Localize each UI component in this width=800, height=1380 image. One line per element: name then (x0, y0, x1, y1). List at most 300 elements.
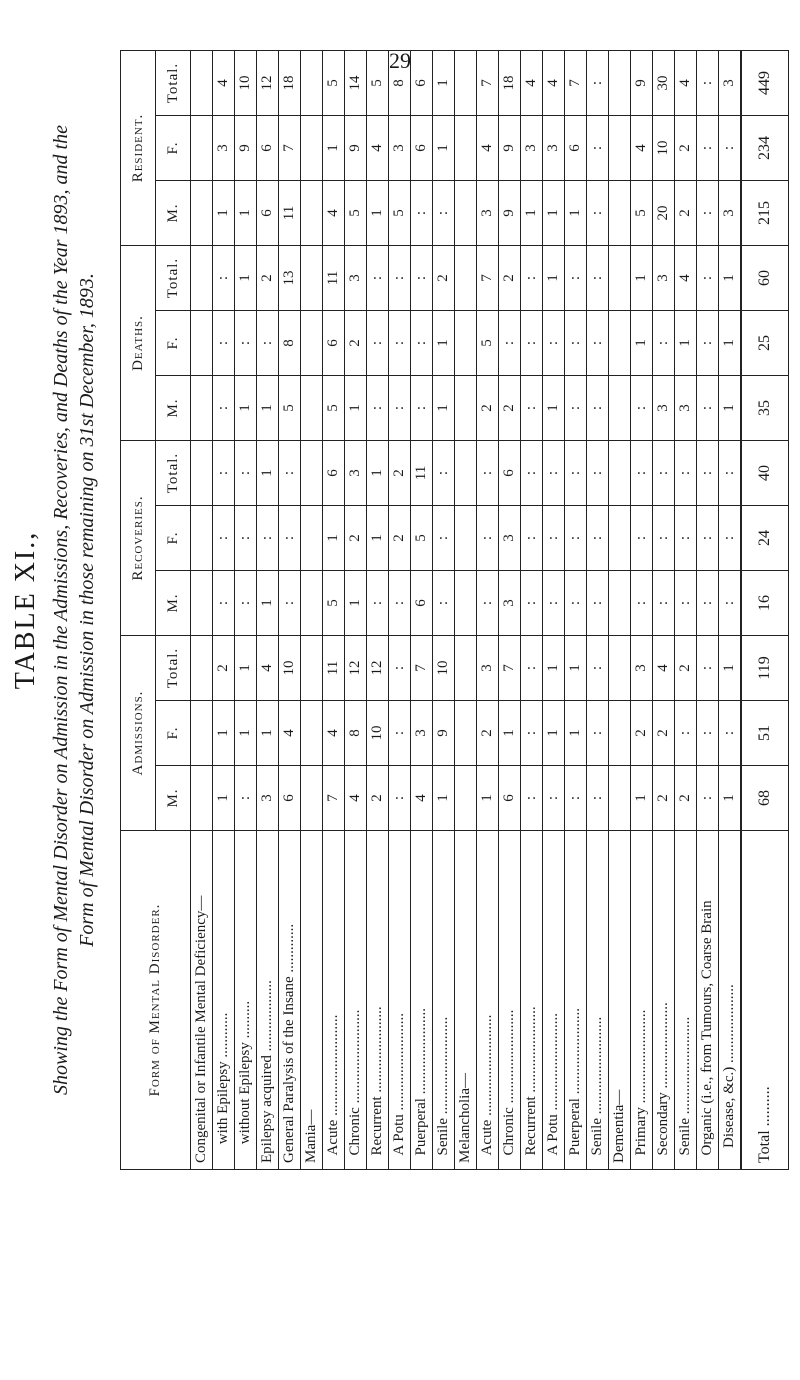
value-cell: 9 (345, 116, 367, 181)
value-cell: : (697, 441, 719, 506)
value-cell (455, 246, 477, 311)
disorder-label: A Potu .......................... (389, 831, 411, 1170)
total-value-cell: 35 (741, 376, 789, 441)
value-cell (301, 181, 323, 246)
value-cell: 10 (367, 701, 389, 766)
table-row (323, 51, 345, 1170)
total-row (741, 51, 789, 1170)
value-cell: 30 (653, 51, 675, 116)
value-cell: 1 (719, 311, 742, 376)
value-cell: 6 (565, 116, 587, 181)
value-cell: : (279, 441, 301, 506)
table-row (675, 51, 697, 1170)
value-cell: 2 (213, 636, 235, 701)
value-cell: 5 (411, 506, 433, 571)
value-cell: 2 (433, 246, 455, 311)
value-cell: 12 (345, 636, 367, 701)
value-cell (455, 636, 477, 701)
value-cell: 5 (323, 376, 345, 441)
header-group-row (121, 51, 156, 1170)
value-cell: 4 (279, 701, 301, 766)
subheader-cell: Total. (156, 51, 191, 116)
value-cell: : (543, 441, 565, 506)
disorder-label: Chronic ......................... (499, 831, 521, 1170)
value-cell (455, 311, 477, 376)
value-cell: 1 (631, 766, 653, 831)
value-cell: 1 (235, 636, 257, 701)
value-cell: 5 (323, 571, 345, 636)
value-cell: 1 (675, 311, 697, 376)
value-cell (191, 246, 213, 311)
value-cell: : (697, 311, 719, 376)
page-number: 29 (389, 48, 411, 73)
value-cell (455, 116, 477, 181)
value-cell (609, 116, 631, 181)
value-cell: : (697, 636, 719, 701)
recoveries-header: Recoveries. (121, 441, 156, 636)
value-cell: 1 (213, 766, 235, 831)
value-cell: 2 (477, 701, 499, 766)
disorder-label: Recurrent ....................... (367, 831, 389, 1170)
disorder-label: with Epilepsy ............ (213, 831, 235, 1170)
value-cell: 1 (543, 701, 565, 766)
total-value-cell: 51 (741, 701, 789, 766)
disorder-label: Senile .......................... (587, 831, 609, 1170)
value-cell (301, 441, 323, 506)
value-cell: : (279, 506, 301, 571)
value-cell: 3 (719, 181, 742, 246)
value-cell: 3 (653, 246, 675, 311)
value-cell: : (719, 441, 742, 506)
value-cell: : (565, 506, 587, 571)
value-cell: : (235, 571, 257, 636)
value-cell: 6 (279, 766, 301, 831)
value-cell: : (587, 116, 609, 181)
value-cell: 18 (279, 51, 301, 116)
table-row (213, 51, 235, 1170)
value-cell (455, 51, 477, 116)
total-value-cell: 40 (741, 441, 789, 506)
value-cell: 3 (257, 766, 279, 831)
value-cell: 3 (389, 116, 411, 181)
value-cell: 10 (279, 636, 301, 701)
value-cell: : (235, 441, 257, 506)
value-cell: : (653, 311, 675, 376)
value-cell: 3 (521, 116, 543, 181)
value-cell: 1 (719, 376, 742, 441)
value-cell (301, 571, 323, 636)
value-cell: 2 (675, 116, 697, 181)
value-cell: 4 (323, 701, 345, 766)
value-cell: : (235, 766, 257, 831)
value-cell: 2 (477, 376, 499, 441)
value-cell: : (543, 766, 565, 831)
value-cell: 9 (499, 116, 521, 181)
disorder-label: Dementia— (609, 831, 631, 1170)
value-cell: 4 (543, 51, 565, 116)
value-cell: : (587, 636, 609, 701)
value-cell: : (213, 246, 235, 311)
value-cell: 1 (257, 571, 279, 636)
value-cell: : (587, 376, 609, 441)
value-cell (609, 181, 631, 246)
disorder-label: Puerperal ....................... (411, 831, 433, 1170)
table-row (191, 51, 213, 1170)
value-cell (609, 571, 631, 636)
value-cell: 10 (653, 116, 675, 181)
value-cell: 1 (719, 766, 742, 831)
value-cell: : (631, 441, 653, 506)
value-cell: 4 (345, 766, 367, 831)
value-cell: 11 (323, 636, 345, 701)
value-cell: 5 (477, 311, 499, 376)
subheader-cell: Total. (156, 246, 191, 311)
value-cell: : (213, 571, 235, 636)
value-cell: 12 (257, 51, 279, 116)
value-cell: : (521, 701, 543, 766)
value-cell (301, 376, 323, 441)
value-cell: 11 (279, 181, 301, 246)
table-row (653, 51, 675, 1170)
value-cell: 6 (411, 116, 433, 181)
value-cell: 4 (521, 51, 543, 116)
table-row (609, 51, 631, 1170)
value-cell: : (565, 766, 587, 831)
value-cell: 1 (565, 701, 587, 766)
value-cell: 4 (675, 51, 697, 116)
table-row (477, 51, 499, 1170)
value-cell: 8 (389, 51, 411, 116)
value-cell: 8 (345, 701, 367, 766)
disorder-label: Acute ........................... (323, 831, 345, 1170)
value-cell (455, 701, 477, 766)
value-cell (191, 181, 213, 246)
table-row (411, 51, 433, 1170)
disorder-label: Acute ........................... (477, 831, 499, 1170)
disorder-label: Disease, &c.) ..................... (719, 831, 742, 1170)
value-cell (191, 701, 213, 766)
total-value-cell: 234 (741, 116, 789, 181)
value-cell: 1 (323, 506, 345, 571)
value-cell: 3 (675, 376, 697, 441)
value-cell: 9 (235, 116, 257, 181)
value-cell: 2 (675, 636, 697, 701)
value-cell: 3 (477, 181, 499, 246)
table-row (433, 51, 455, 1170)
value-cell: 1 (323, 116, 345, 181)
value-cell: : (389, 246, 411, 311)
total-value-cell: 60 (741, 246, 789, 311)
value-cell: 13 (279, 246, 301, 311)
value-cell: : (543, 311, 565, 376)
value-cell: 1 (631, 246, 653, 311)
value-cell: 1 (345, 376, 367, 441)
value-cell: : (587, 51, 609, 116)
value-cell: 3 (499, 506, 521, 571)
value-cell (301, 701, 323, 766)
value-cell: : (587, 506, 609, 571)
value-cell: : (675, 571, 697, 636)
disorder-label: Melancholia— (455, 831, 477, 1170)
form-column-header: Form of Mental Disorder. (121, 831, 191, 1170)
value-cell: 6 (323, 441, 345, 506)
disorder-label: Chronic ......................... (345, 831, 367, 1170)
value-cell (609, 506, 631, 571)
total-value-cell: 449 (741, 51, 789, 116)
value-cell: 1 (213, 701, 235, 766)
table-row (455, 51, 477, 1170)
disorder-label: A Potu .......................... (543, 831, 565, 1170)
value-cell: : (367, 311, 389, 376)
value-cell: 1 (367, 181, 389, 246)
value-cell: 7 (499, 636, 521, 701)
value-cell (301, 636, 323, 701)
table-row (301, 51, 323, 1170)
disorder-label: Recurrent ....................... (521, 831, 543, 1170)
value-cell: 1 (565, 636, 587, 701)
table-row (565, 51, 587, 1170)
value-cell: 1 (433, 116, 455, 181)
value-cell (191, 51, 213, 116)
value-cell: : (521, 766, 543, 831)
table-title-line-2: Form of Mental Disorder on Admission in those remaining on 31st December, 1893. (76, 273, 98, 947)
value-cell: 6 (323, 311, 345, 376)
value-cell (455, 506, 477, 571)
value-cell: : (235, 506, 257, 571)
total-value-cell: 215 (741, 181, 789, 246)
value-cell: : (697, 701, 719, 766)
table-row (719, 51, 742, 1170)
table-row (543, 51, 565, 1170)
table-row (235, 51, 257, 1170)
subheader-cell: F. (156, 506, 191, 571)
value-cell: : (565, 376, 587, 441)
value-cell: 9 (433, 701, 455, 766)
value-cell: 1 (719, 246, 742, 311)
value-cell: 1 (257, 701, 279, 766)
value-cell: 1 (433, 311, 455, 376)
value-cell: 5 (345, 181, 367, 246)
value-cell: 3 (411, 701, 433, 766)
value-cell: : (587, 701, 609, 766)
value-cell: 2 (389, 441, 411, 506)
value-cell: : (653, 571, 675, 636)
value-cell: : (411, 311, 433, 376)
subheader-cell: F. (156, 311, 191, 376)
value-cell: 4 (631, 116, 653, 181)
value-cell: 2 (653, 701, 675, 766)
disorder-label: Congenital or Infantile Mental Deficiency— (191, 831, 213, 1170)
value-cell: : (697, 181, 719, 246)
value-cell: : (631, 376, 653, 441)
value-cell: 4 (367, 116, 389, 181)
value-cell: 10 (433, 636, 455, 701)
value-cell: 6 (257, 181, 279, 246)
value-cell: : (213, 376, 235, 441)
disorder-label: General Paralysis of the Insane ............. (279, 831, 301, 1170)
value-cell: 1 (543, 181, 565, 246)
value-cell: : (565, 246, 587, 311)
value-cell: : (213, 311, 235, 376)
value-cell: 4 (675, 246, 697, 311)
value-cell: 3 (631, 636, 653, 701)
value-cell: : (367, 246, 389, 311)
value-cell: 2 (389, 506, 411, 571)
value-cell: : (719, 116, 742, 181)
value-cell: 4 (213, 51, 235, 116)
disorder-label: Senile .......................... (433, 831, 455, 1170)
value-cell: 7 (565, 51, 587, 116)
value-cell: : (631, 506, 653, 571)
value-cell: 4 (323, 181, 345, 246)
value-cell: : (587, 181, 609, 246)
value-cell: : (521, 376, 543, 441)
total-value-cell: 16 (741, 571, 789, 636)
value-cell (301, 506, 323, 571)
table-row (367, 51, 389, 1170)
value-cell: 1 (543, 636, 565, 701)
value-cell: 9 (499, 181, 521, 246)
subheader-cell: F. (156, 116, 191, 181)
value-cell: : (433, 506, 455, 571)
value-cell: 3 (719, 51, 742, 116)
value-cell: 2 (345, 506, 367, 571)
value-cell (455, 571, 477, 636)
value-cell (609, 376, 631, 441)
subheader-cell: M. (156, 181, 191, 246)
resident-header: Resident. (121, 51, 156, 246)
value-cell: : (565, 441, 587, 506)
value-cell: 1 (367, 441, 389, 506)
table-row (257, 51, 279, 1170)
value-cell: : (433, 571, 455, 636)
value-cell (191, 116, 213, 181)
value-cell (191, 376, 213, 441)
value-cell: 3 (499, 571, 521, 636)
value-cell: 5 (279, 376, 301, 441)
deaths-header: Deaths. (121, 246, 156, 441)
value-cell: 6 (499, 766, 521, 831)
mental-disorder-table (120, 50, 789, 1170)
value-cell: 11 (323, 246, 345, 311)
value-cell (609, 441, 631, 506)
disorder-label: Secondary ....................... (653, 831, 675, 1170)
value-cell: 4 (257, 636, 279, 701)
value-cell: : (697, 571, 719, 636)
value-cell: : (587, 571, 609, 636)
value-cell: : (587, 766, 609, 831)
value-cell: 3 (345, 246, 367, 311)
table-row (631, 51, 653, 1170)
value-cell: 3 (543, 116, 565, 181)
value-cell: : (719, 701, 742, 766)
total-label: Total .......... (741, 831, 789, 1170)
table-row (499, 51, 521, 1170)
value-cell: 1 (235, 701, 257, 766)
value-cell (301, 116, 323, 181)
subheader-cell: F. (156, 701, 191, 766)
value-cell: : (477, 506, 499, 571)
value-cell: 3 (345, 441, 367, 506)
value-cell: 1 (433, 51, 455, 116)
value-cell: : (587, 441, 609, 506)
value-cell (609, 636, 631, 701)
value-cell: 7 (411, 636, 433, 701)
value-cell: 4 (477, 116, 499, 181)
value-cell: : (675, 441, 697, 506)
value-cell: 2 (257, 246, 279, 311)
value-cell: : (697, 766, 719, 831)
total-value-cell: 119 (741, 636, 789, 701)
value-cell: : (279, 571, 301, 636)
value-cell: 1 (235, 246, 257, 311)
disorder-label: Senile .......................... (675, 831, 697, 1170)
value-cell: : (697, 116, 719, 181)
value-cell: : (697, 51, 719, 116)
value-cell (301, 766, 323, 831)
value-cell (191, 441, 213, 506)
table-row (389, 51, 411, 1170)
table-row (345, 51, 367, 1170)
value-cell: 8 (279, 311, 301, 376)
value-cell (301, 51, 323, 116)
value-cell: : (521, 441, 543, 506)
value-cell: : (235, 311, 257, 376)
value-cell: : (653, 506, 675, 571)
value-cell: 7 (477, 51, 499, 116)
value-cell: 1 (543, 246, 565, 311)
value-cell: 1 (235, 181, 257, 246)
value-cell: 14 (345, 51, 367, 116)
value-cell: : (697, 376, 719, 441)
value-cell: : (521, 311, 543, 376)
value-cell: 7 (323, 766, 345, 831)
value-cell: 2 (675, 181, 697, 246)
value-cell: : (653, 441, 675, 506)
value-cell: : (675, 506, 697, 571)
value-cell (609, 51, 631, 116)
value-cell: : (257, 311, 279, 376)
disorder-label: Epilepsy acquired ................... (257, 831, 279, 1170)
value-cell: 1 (499, 701, 521, 766)
value-cell: : (719, 506, 742, 571)
value-cell: : (411, 376, 433, 441)
value-cell: 7 (477, 246, 499, 311)
value-cell: 5 (631, 181, 653, 246)
disorder-label: Mania— (301, 831, 323, 1170)
value-cell: 1 (257, 441, 279, 506)
value-cell: 5 (323, 51, 345, 116)
value-cell: : (521, 246, 543, 311)
value-cell (301, 311, 323, 376)
value-cell: : (389, 636, 411, 701)
value-cell: : (213, 506, 235, 571)
value-cell: : (433, 441, 455, 506)
table-row (521, 51, 543, 1170)
value-cell: 1 (565, 181, 587, 246)
table-row (587, 51, 609, 1170)
value-cell: 4 (653, 636, 675, 701)
value-cell: : (257, 506, 279, 571)
value-cell: 1 (257, 376, 279, 441)
value-cell: : (367, 376, 389, 441)
value-cell: 1 (235, 376, 257, 441)
value-cell (609, 311, 631, 376)
value-cell: 6 (411, 51, 433, 116)
value-cell: 6 (257, 116, 279, 181)
value-cell: 1 (477, 766, 499, 831)
value-cell: : (389, 311, 411, 376)
